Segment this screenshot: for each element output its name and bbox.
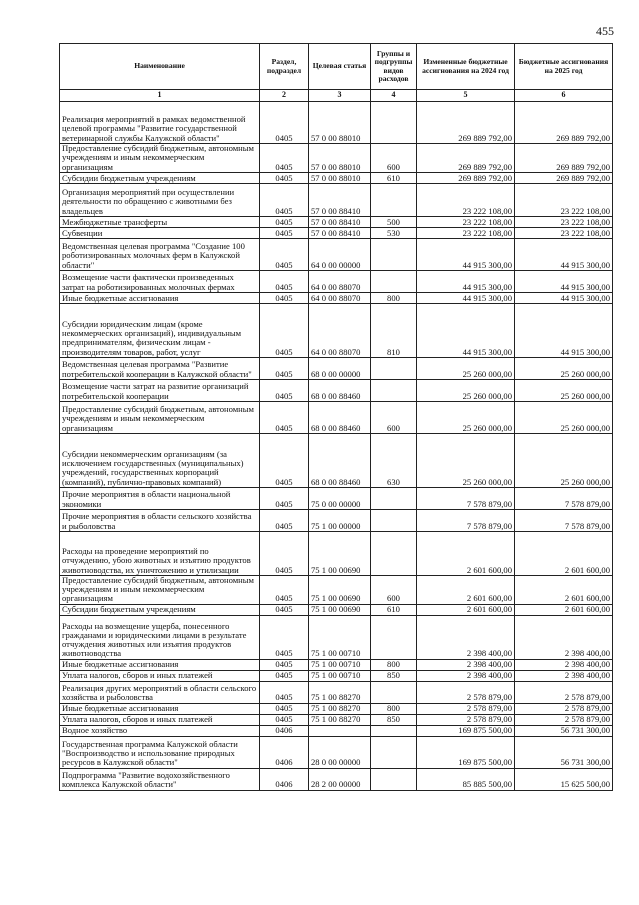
row-group: 600 — [371, 401, 417, 433]
row-target: 28 2 00 00000 — [309, 768, 371, 790]
row-group — [371, 487, 417, 509]
row-name: Уплата налогов, сборов и иных платежей — [60, 714, 260, 725]
row-value-2024: 2 398 400,00 — [417, 615, 515, 659]
row-target: 64 0 00 88070 — [309, 303, 371, 357]
column-number: 4 — [371, 90, 417, 102]
row-value-2025: 23 222 108,00 — [515, 183, 613, 216]
row-value-2024: 2 398 400,00 — [417, 659, 515, 670]
row-value-2025: 2 398 400,00 — [515, 670, 613, 681]
row-name: Прочие мероприятия в области сельского хозяйства и рыболовства — [60, 509, 260, 531]
row-target: 75 1 00 00690 — [309, 531, 371, 575]
row-value-2024: 2 601 600,00 — [417, 575, 515, 604]
row-target: 75 1 00 00690 — [309, 604, 371, 615]
row-value-2025: 2 601 600,00 — [515, 531, 613, 575]
table-row — [60, 487, 613, 509]
row-value-2025: 269 889 792,00 — [515, 172, 613, 183]
row-name: Субсидии бюджетным учреждениям — [60, 604, 260, 615]
row-section: 0405 — [260, 703, 309, 714]
row-value-2025: 25 260 000,00 — [515, 433, 613, 487]
row-group — [371, 183, 417, 216]
row-group — [371, 102, 417, 144]
row-name: Государственная программа Калужской области "Воспроизводство и использование природных ресурсов в Калужской области" — [60, 736, 260, 768]
row-value-2024: 2 578 879,00 — [417, 714, 515, 725]
row-name: Реализация других мероприятий в области сельского хозяйства и рыболовства — [60, 681, 260, 703]
header-group: Группы и подгруппы видов расходов — [371, 44, 417, 90]
table-row — [60, 401, 613, 433]
row-section: 0405 — [260, 509, 309, 531]
row-section: 0405 — [260, 183, 309, 216]
table-row — [60, 357, 613, 379]
column-number: 2 — [260, 90, 309, 102]
row-target: 75 1 00 88270 — [309, 681, 371, 703]
row-section: 0405 — [260, 216, 309, 227]
table-row — [60, 681, 613, 703]
row-section: 0405 — [260, 379, 309, 401]
header-section: Раздел, подраздел — [260, 44, 309, 90]
row-value-2024: 169 875 500,00 — [417, 736, 515, 768]
row-name: Субсидии бюджетным учреждениям — [60, 172, 260, 183]
row-target: 57 0 00 88010 — [309, 172, 371, 183]
row-name: Прочие мероприятия в области национальной экономики — [60, 487, 260, 509]
row-target: 68 0 00 88460 — [309, 379, 371, 401]
row-section: 0406 — [260, 736, 309, 768]
column-number: 5 — [417, 90, 515, 102]
row-value-2024: 7 578 879,00 — [417, 487, 515, 509]
row-group: 800 — [371, 292, 417, 303]
row-section: 0406 — [260, 725, 309, 736]
table-row — [60, 670, 613, 681]
row-value-2024: 44 915 300,00 — [417, 303, 515, 357]
row-value-2024: 23 222 108,00 — [417, 183, 515, 216]
row-group — [371, 736, 417, 768]
row-target: 75 1 00 88270 — [309, 703, 371, 714]
row-value-2025: 44 915 300,00 — [515, 303, 613, 357]
row-section: 0405 — [260, 357, 309, 379]
row-section: 0405 — [260, 144, 309, 173]
row-name: Организация мероприятий при осуществлении деятельности по обращению с животными без владельцев — [60, 183, 260, 216]
row-section: 0405 — [260, 681, 309, 703]
row-group: 600 — [371, 575, 417, 604]
row-value-2024: 23 222 108,00 — [417, 227, 515, 238]
header-changed-2024: Измененные бюджетные ассигнования на 2024 год — [417, 44, 515, 90]
row-value-2025: 44 915 300,00 — [515, 270, 613, 292]
row-section: 0405 — [260, 172, 309, 183]
row-value-2025: 23 222 108,00 — [515, 216, 613, 227]
table-row — [60, 433, 613, 487]
table-row — [60, 703, 613, 714]
row-section: 0405 — [260, 292, 309, 303]
row-value-2024: 169 875 500,00 — [417, 725, 515, 736]
row-value-2024: 23 222 108,00 — [417, 216, 515, 227]
row-value-2025: 269 889 792,00 — [515, 102, 613, 144]
row-section: 0405 — [260, 303, 309, 357]
row-group: 800 — [371, 703, 417, 714]
row-group — [371, 768, 417, 790]
row-group — [371, 357, 417, 379]
row-section: 0405 — [260, 531, 309, 575]
row-value-2025: 7 578 879,00 — [515, 487, 613, 509]
row-target: 75 1 00 88270 — [309, 714, 371, 725]
row-value-2024: 2 601 600,00 — [417, 531, 515, 575]
row-name: Предоставление субсидий бюджетным, автономным учреждениям и иным некоммерческим организациям — [60, 575, 260, 604]
row-group: 810 — [371, 303, 417, 357]
row-name: Межбюджетные трансферты — [60, 216, 260, 227]
row-section: 0405 — [260, 270, 309, 292]
row-target: 28 0 00 00000 — [309, 736, 371, 768]
row-value-2025: 15 625 500,00 — [515, 768, 613, 790]
row-group: 850 — [371, 714, 417, 725]
row-value-2024: 269 889 792,00 — [417, 102, 515, 144]
row-value-2024: 2 578 879,00 — [417, 681, 515, 703]
row-value-2024: 25 260 000,00 — [417, 379, 515, 401]
row-group: 630 — [371, 433, 417, 487]
table-row — [60, 531, 613, 575]
row-name: Уплата налогов, сборов и иных платежей — [60, 670, 260, 681]
row-group — [371, 509, 417, 531]
budget-table — [59, 43, 613, 791]
row-section: 0405 — [260, 714, 309, 725]
row-target: 75 1 00 00710 — [309, 615, 371, 659]
row-section: 0405 — [260, 102, 309, 144]
table-row — [60, 615, 613, 659]
row-target: 68 0 00 00000 — [309, 357, 371, 379]
row-value-2025: 7 578 879,00 — [515, 509, 613, 531]
row-value-2024: 25 260 000,00 — [417, 433, 515, 487]
table-row — [60, 270, 613, 292]
row-value-2024: 25 260 000,00 — [417, 357, 515, 379]
row-group — [371, 681, 417, 703]
header-budget-2025: Бюджетные ассигнования на 2025 год — [515, 44, 613, 90]
row-target: 57 0 00 88410 — [309, 216, 371, 227]
row-value-2024: 269 889 792,00 — [417, 172, 515, 183]
row-name: Возмещение части затрат на развитие организаций потребительской кооперации — [60, 379, 260, 401]
table-row — [60, 736, 613, 768]
table-row — [60, 768, 613, 790]
table-row — [60, 172, 613, 183]
row-value-2025: 2 398 400,00 — [515, 659, 613, 670]
row-value-2024: 44 915 300,00 — [417, 292, 515, 303]
row-target: 64 0 00 88070 — [309, 270, 371, 292]
row-value-2025: 56 731 300,00 — [515, 736, 613, 768]
row-group: 530 — [371, 227, 417, 238]
row-target: 57 0 00 88410 — [309, 227, 371, 238]
row-group: 610 — [371, 604, 417, 615]
row-value-2025: 2 578 879,00 — [515, 714, 613, 725]
row-group — [371, 270, 417, 292]
row-name: Подпрограмма "Развитие водохозяйственного комплекса Калужской области" — [60, 768, 260, 790]
row-section: 0405 — [260, 604, 309, 615]
row-target: 75 0 00 00000 — [309, 487, 371, 509]
page-number: 455 — [596, 24, 614, 38]
row-group: 600 — [371, 144, 417, 173]
header-row — [60, 44, 613, 90]
table-row — [60, 575, 613, 604]
row-value-2024: 44 915 300,00 — [417, 270, 515, 292]
row-value-2025: 2 601 600,00 — [515, 604, 613, 615]
row-target: 68 0 00 88460 — [309, 433, 371, 487]
table-row — [60, 379, 613, 401]
row-section: 0405 — [260, 401, 309, 433]
row-section: 0405 — [260, 487, 309, 509]
table-row — [60, 102, 613, 144]
table-row — [60, 216, 613, 227]
table-row — [60, 509, 613, 531]
row-name: Субсидии некоммерческим организациям (за исключением государственных (муниципальных) учреждений, государственных корпораций (компаний), публично-правовых компаний) — [60, 433, 260, 487]
row-name: Иные бюджетные ассигнования — [60, 703, 260, 714]
row-value-2024: 44 915 300,00 — [417, 238, 515, 270]
row-value-2025: 2 578 879,00 — [515, 703, 613, 714]
row-group — [371, 379, 417, 401]
row-name: Расходы на возмещение ущерба, понесенного гражданами и юридическими лицами в результате отчуждения животных или изъятия продуктов животноводства — [60, 615, 260, 659]
table-row — [60, 303, 613, 357]
row-name: Реализация мероприятий в рамках ведомственной целевой программы "Развитие государственной ветеринарной службы Калужской области" — [60, 102, 260, 144]
row-value-2024: 85 885 500,00 — [417, 768, 515, 790]
row-value-2025: 25 260 000,00 — [515, 379, 613, 401]
row-value-2024: 2 578 879,00 — [417, 703, 515, 714]
row-value-2024: 2 601 600,00 — [417, 604, 515, 615]
row-name: Расходы на проведение мероприятий по отчуждению, убою животных и изъятию продуктов животноводства, их уничтожению и утилизации — [60, 531, 260, 575]
row-name: Предоставление субсидий бюджетным, автономным учреждениям и иным некоммерческим организациям — [60, 401, 260, 433]
row-group: 800 — [371, 659, 417, 670]
row-section: 0405 — [260, 433, 309, 487]
row-name: Предоставление субсидий бюджетным, автономным учреждениям и иным некоммерческим организациям — [60, 144, 260, 173]
row-name: Ведомственная целевая программа "Развитие потребительской кооперации в Калужской области" — [60, 357, 260, 379]
row-target: 75 1 00 00690 — [309, 575, 371, 604]
row-value-2025: 2 601 600,00 — [515, 575, 613, 604]
row-value-2025: 25 260 000,00 — [515, 401, 613, 433]
row-target: 57 0 00 88410 — [309, 183, 371, 216]
row-value-2025: 25 260 000,00 — [515, 357, 613, 379]
row-value-2024: 7 578 879,00 — [417, 509, 515, 531]
row-target: 57 0 00 88010 — [309, 102, 371, 144]
row-value-2025: 56 731 300,00 — [515, 725, 613, 736]
row-name: Возмещение части фактически произведенных затрат на роботизированных молочных фермах — [60, 270, 260, 292]
header-name: Наименование — [60, 44, 260, 90]
row-target: 75 1 00 00710 — [309, 670, 371, 681]
column-number: 3 — [309, 90, 371, 102]
row-section: 0405 — [260, 615, 309, 659]
row-name: Субсидии юридическим лицам (кроме некоммерческих организаций), индивидуальным предпринимателям, физическим лицам - производителям товаров, работ, услуг — [60, 303, 260, 357]
table-row — [60, 183, 613, 216]
row-target: 75 1 00 00000 — [309, 509, 371, 531]
row-section: 0405 — [260, 670, 309, 681]
row-name: Ведомственная целевая программа "Создание 100 роботизированных молочных ферм в Калужской области" — [60, 238, 260, 270]
row-target: 68 0 00 88460 — [309, 401, 371, 433]
row-name: Водное хозяйство — [60, 725, 260, 736]
row-group: 500 — [371, 216, 417, 227]
row-name: Субвенции — [60, 227, 260, 238]
column-number: 6 — [515, 90, 613, 102]
row-section: 0405 — [260, 659, 309, 670]
row-value-2025: 44 915 300,00 — [515, 292, 613, 303]
row-group: 850 — [371, 670, 417, 681]
table-row — [60, 227, 613, 238]
row-group: 610 — [371, 172, 417, 183]
table-row — [60, 725, 613, 736]
header-target: Целевая статья — [309, 44, 371, 90]
row-target: 57 0 00 88010 — [309, 144, 371, 173]
row-value-2025: 2 578 879,00 — [515, 681, 613, 703]
row-group — [371, 725, 417, 736]
table-row — [60, 659, 613, 670]
table-row — [60, 604, 613, 615]
row-target: 64 0 00 88070 — [309, 292, 371, 303]
row-name: Иные бюджетные ассигнования — [60, 659, 260, 670]
row-target — [309, 725, 371, 736]
row-target: 75 1 00 00710 — [309, 659, 371, 670]
row-name: Иные бюджетные ассигнования — [60, 292, 260, 303]
table-body — [60, 102, 613, 791]
row-group — [371, 615, 417, 659]
row-group — [371, 238, 417, 270]
table-row — [60, 292, 613, 303]
table-row — [60, 714, 613, 725]
column-number-row — [60, 90, 613, 102]
table-row — [60, 238, 613, 270]
row-section: 0406 — [260, 768, 309, 790]
row-value-2024: 2 398 400,00 — [417, 670, 515, 681]
row-value-2025: 23 222 108,00 — [515, 227, 613, 238]
row-group — [371, 531, 417, 575]
row-value-2025: 269 889 792,00 — [515, 144, 613, 173]
column-number: 1 — [60, 90, 260, 102]
row-value-2025: 2 398 400,00 — [515, 615, 613, 659]
row-section: 0405 — [260, 227, 309, 238]
row-value-2024: 269 889 792,00 — [417, 144, 515, 173]
row-section: 0405 — [260, 575, 309, 604]
row-target: 64 0 00 00000 — [309, 238, 371, 270]
table-row — [60, 144, 613, 173]
row-section: 0405 — [260, 238, 309, 270]
row-value-2025: 44 915 300,00 — [515, 238, 613, 270]
row-value-2024: 25 260 000,00 — [417, 401, 515, 433]
